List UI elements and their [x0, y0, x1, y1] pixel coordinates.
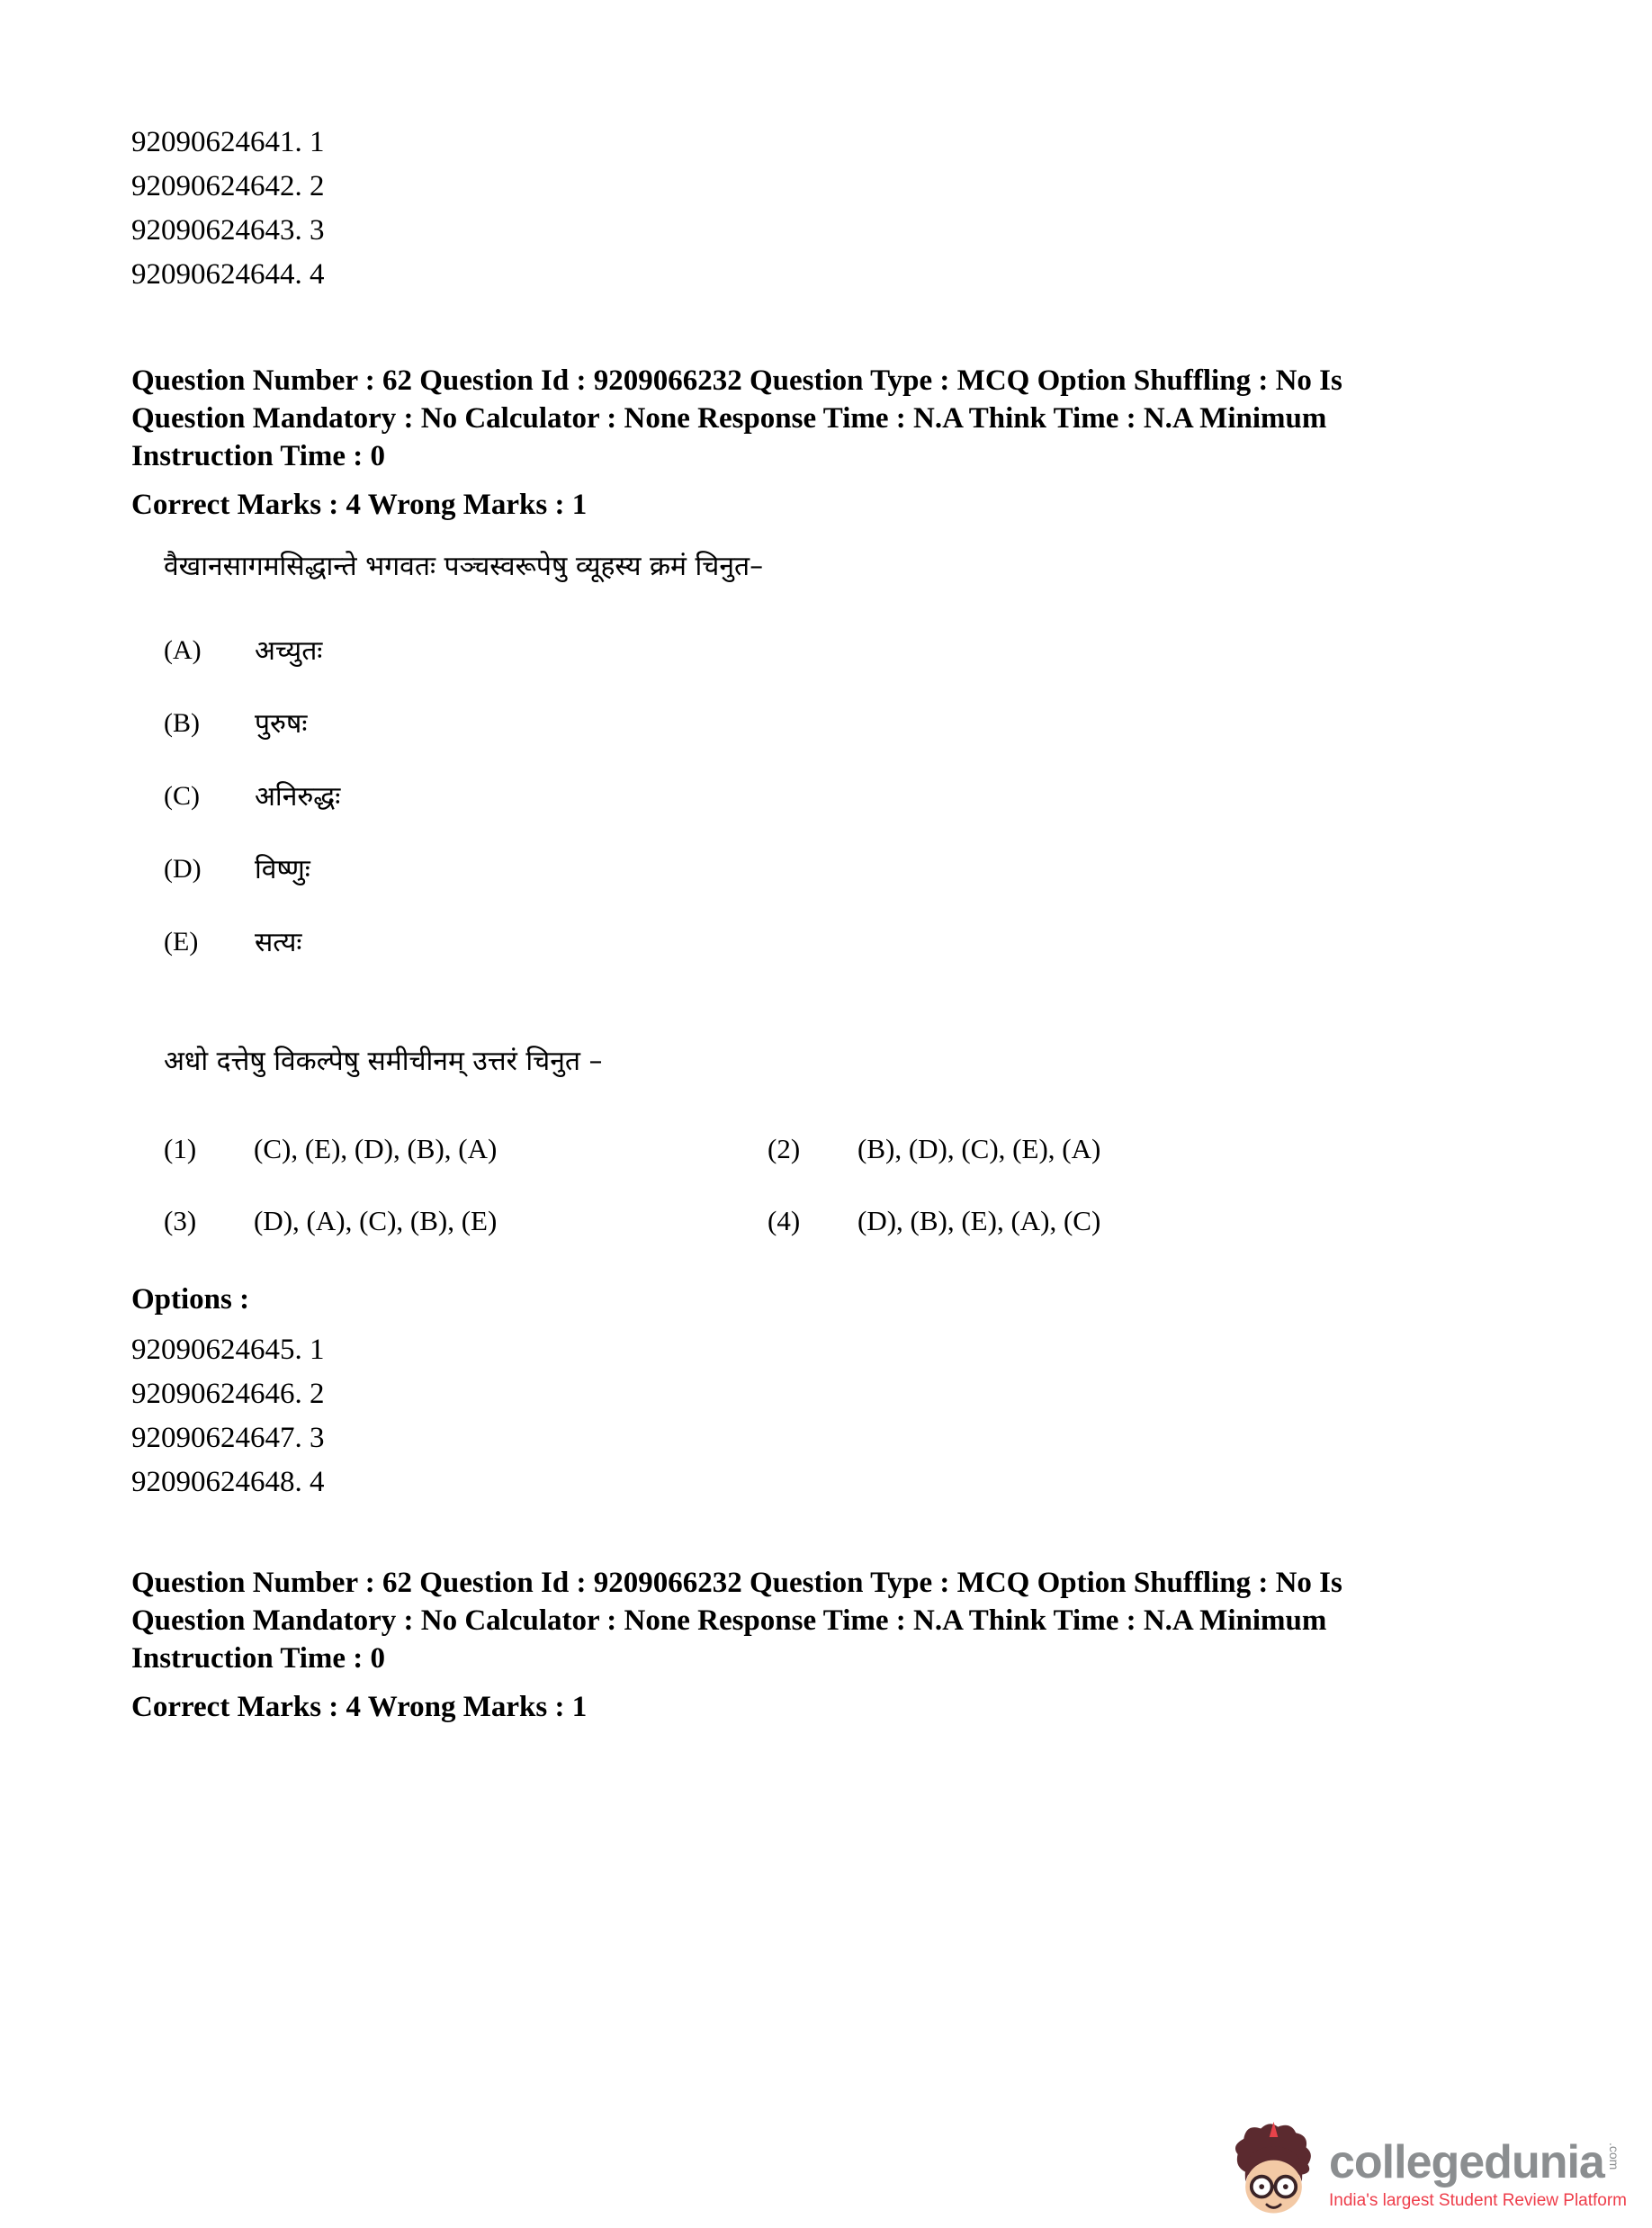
- answer-option-label: (2): [768, 1133, 801, 1164]
- question-meta-line: Instruction Time : 0: [131, 440, 386, 472]
- collegedunia-mascot-icon: [1231, 2120, 1316, 2227]
- marks-line: Correct Marks : 4 Wrong Marks : 1: [131, 489, 588, 521]
- option-id-row: 92090624642. 2: [131, 170, 325, 202]
- choice-list: [164, 635, 340, 1000]
- answer-option: [164, 1132, 768, 1166]
- choice-row: [164, 635, 340, 668]
- option-id-row: 92090624646. 2: [131, 1378, 325, 1410]
- question-meta-block: [131, 1564, 1499, 1726]
- bottom-option-id-list: [131, 1328, 325, 1505]
- choice-label: (D): [164, 854, 202, 884]
- brand-suffix: .com: [1606, 2142, 1621, 2170]
- answer-option-label: (4): [768, 1205, 801, 1236]
- option-id-row: 92090624647. 3: [131, 1422, 325, 1454]
- choice-text: विष्णुः: [255, 854, 310, 885]
- question-meta-line: Question Mandatory : No Calculator : None Response Time : N.A Think Time : N.A Minimum: [131, 402, 1327, 435]
- top-option-id-list: [131, 121, 325, 297]
- answer-option: [768, 1204, 1100, 1238]
- marks-line: Correct Marks : 4 Wrong Marks : 1: [131, 1691, 588, 1723]
- question-meta-block: [131, 362, 1499, 524]
- brand-text: collegedunia: [1329, 2135, 1604, 2188]
- brand-tagline: India's largest Student Review Platform: [1329, 2190, 1628, 2210]
- answer-option-text: (C), (E), (D), (B), (A): [254, 1133, 498, 1164]
- choice-text: सत्यः: [255, 927, 302, 958]
- answer-option: [164, 1204, 768, 1238]
- question-meta-line: Question Number : 62 Question Id : 9209066232 Question Type : MCQ Option Shuffling : No Is: [131, 1567, 1342, 1599]
- question-stem: वैखानसागमसिद्धान्ते भगवतः पञ्चस्वरूपेषु व्यूहस्य क्रमं चिनुत–: [164, 551, 764, 582]
- answer-option-text: (D), (A), (C), (B), (E): [254, 1205, 498, 1236]
- choice-label: (C): [164, 781, 200, 811]
- option-id-row: 92090624648. 4: [131, 1466, 325, 1498]
- choice-row: [164, 927, 340, 959]
- answer-option-label: (3): [164, 1205, 197, 1236]
- answer-option-label: (1): [164, 1133, 197, 1164]
- option-id-row: 92090624643. 3: [131, 214, 325, 247]
- options-heading: Options :: [131, 1283, 250, 1316]
- choice-row: [164, 708, 340, 741]
- answer-option-grid: [164, 1132, 1100, 1238]
- choice-row: [164, 854, 340, 886]
- choice-text: अच्युतः: [255, 635, 323, 667]
- option-id-row: 92090624645. 1: [131, 1334, 325, 1366]
- choice-label: (A): [164, 635, 202, 665]
- choice-text: पुरुषः: [255, 708, 308, 740]
- question-instruction: अधो दत्तेषु विकल्पेषु समीचीनम् उत्तरं चिनुत –: [164, 1046, 603, 1077]
- choice-row: [164, 781, 340, 813]
- option-id-row: 92090624644. 4: [131, 258, 325, 291]
- answer-option-text: (D), (B), (E), (A), (C): [857, 1205, 1101, 1236]
- option-id-row: 92090624641. 1: [131, 126, 325, 158]
- question-meta-line: Instruction Time : 0: [131, 1642, 386, 1675]
- answer-option-text: (B), (D), (C), (E), (A): [857, 1133, 1101, 1164]
- choice-label: (E): [164, 927, 199, 957]
- question-meta-line: Question Number : 62 Question Id : 9209066232 Question Type : MCQ Option Shuffling : No Is: [131, 364, 1342, 397]
- collegedunia-logo: [1231, 2120, 1627, 2227]
- choice-label: (B): [164, 708, 200, 738]
- choice-text: अनिरुद्धः: [255, 781, 341, 813]
- answer-option: [768, 1132, 1100, 1166]
- question-meta-line: Question Mandatory : No Calculator : None Response Time : N.A Think Time : N.A Minimum: [131, 1604, 1327, 1637]
